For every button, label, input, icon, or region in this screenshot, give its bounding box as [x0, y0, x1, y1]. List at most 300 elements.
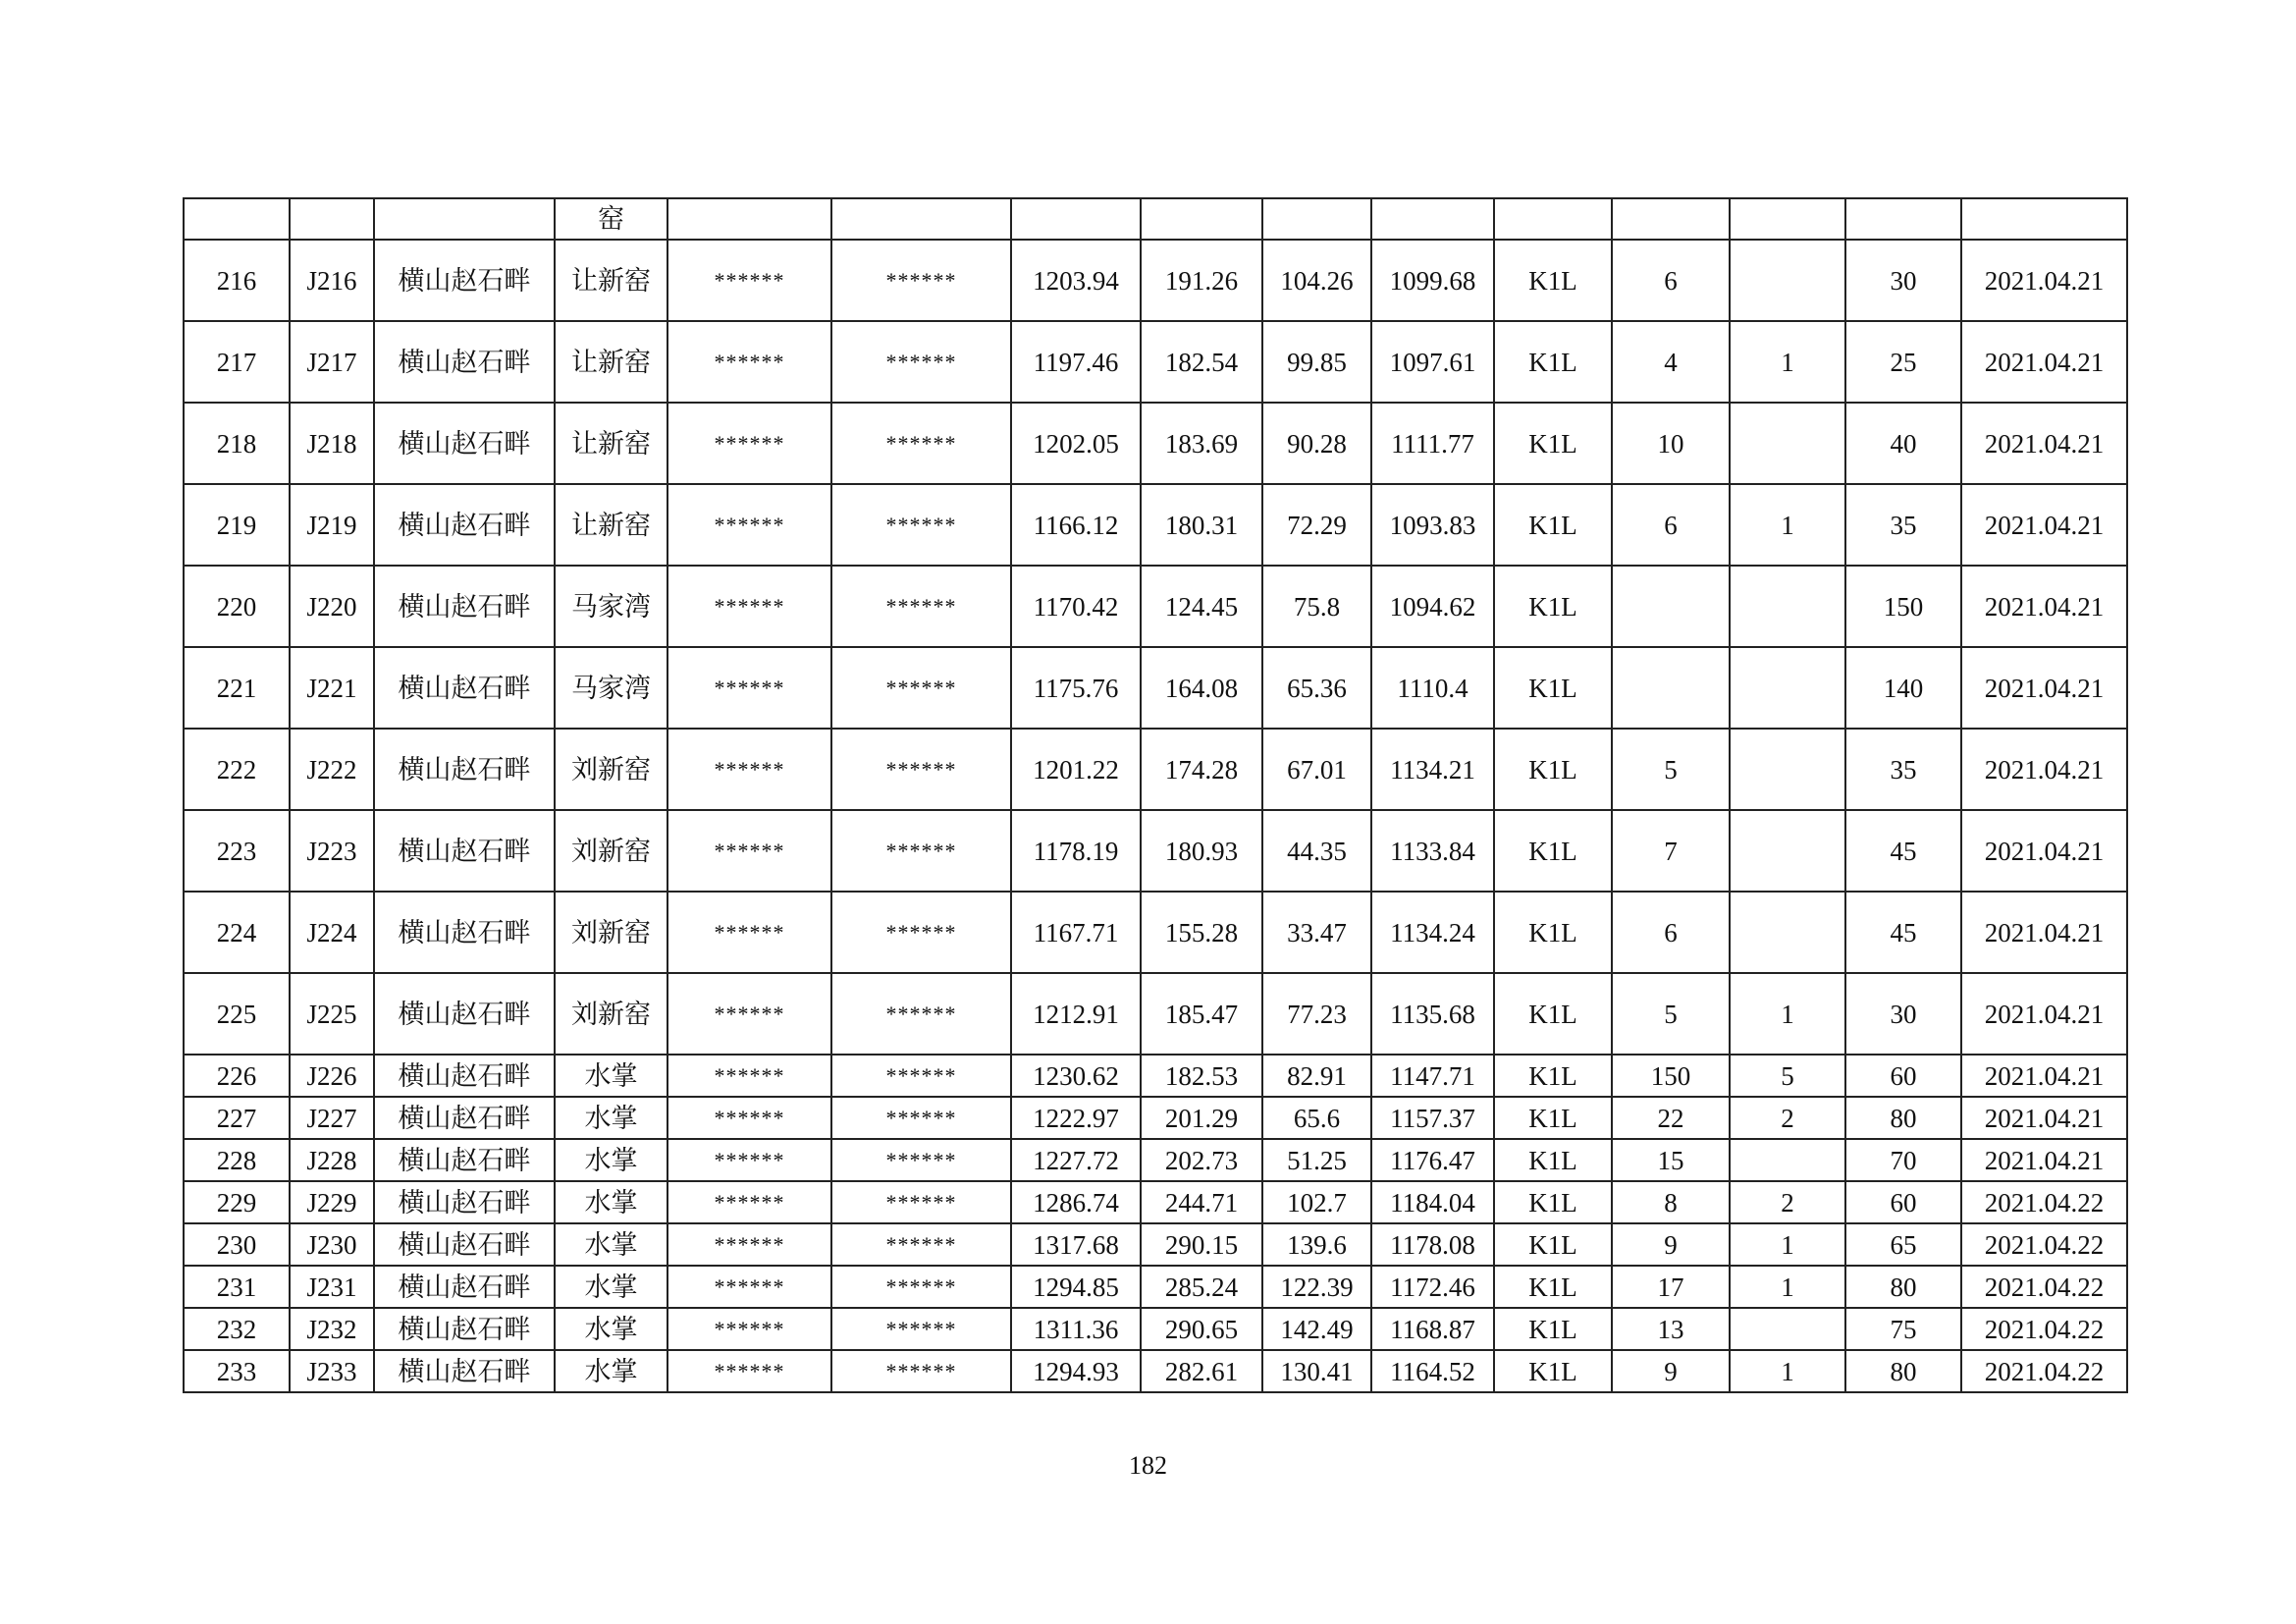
cell-coord-y: [831, 198, 1011, 240]
cell-layer-code: K1L: [1494, 1266, 1612, 1308]
cell-point-id: J231: [290, 1266, 374, 1308]
cell-village: 水掌: [555, 1223, 667, 1266]
cell-village: 水掌: [555, 1350, 667, 1392]
cell-depth-b: 122.39: [1262, 1266, 1371, 1308]
cell-depth-a: 282.61: [1141, 1350, 1262, 1392]
cell-depth-c: 1094.62: [1371, 566, 1494, 647]
cell-layer-code: K1L: [1494, 1223, 1612, 1266]
table-row: [184, 240, 2127, 321]
cell-layer-code: K1L: [1494, 321, 1612, 403]
cell-point-id: J233: [290, 1350, 374, 1392]
cell-point-id: J224: [290, 892, 374, 973]
cell-measure: 60: [1845, 1055, 1961, 1097]
cell-depth-b: 82.91: [1262, 1055, 1371, 1097]
cell-count-b: 1: [1730, 321, 1845, 403]
table-row: [184, 892, 2127, 973]
cell-count-a: 7: [1612, 810, 1730, 892]
cell-count-a: 5: [1612, 973, 1730, 1055]
cell-depth-c: 1168.87: [1371, 1308, 1494, 1350]
data-table: [183, 197, 2128, 1393]
cell-village: 刘新窑: [555, 729, 667, 810]
cell-point-id: J232: [290, 1308, 374, 1350]
cell-coord-y: ******: [831, 729, 1011, 810]
cell-village: 让新窑: [555, 321, 667, 403]
cell-depth-c: 1176.47: [1371, 1139, 1494, 1181]
cell-count-a: 10: [1612, 403, 1730, 484]
cell-date: 2021.04.22: [1961, 1223, 2127, 1266]
cell-depth-c: 1178.08: [1371, 1223, 1494, 1266]
cell-count-b: [1730, 1308, 1845, 1350]
cell-depth-b: 102.7: [1262, 1181, 1371, 1223]
cell-coord-x: ******: [667, 810, 831, 892]
cell-depth-c: [1371, 198, 1494, 240]
cell-location: 横山赵石畔: [374, 1266, 555, 1308]
cell-coord-x: ******: [667, 1266, 831, 1308]
cell-index: 216: [184, 240, 290, 321]
cell-location: 横山赵石畔: [374, 566, 555, 647]
cell-depth-b: 90.28: [1262, 403, 1371, 484]
cell-coord-y: ******: [831, 566, 1011, 647]
cell-village: 让新窑: [555, 240, 667, 321]
cell-measure: 45: [1845, 892, 1961, 973]
cell-depth-a: 244.71: [1141, 1181, 1262, 1223]
cell-date: 2021.04.21: [1961, 729, 2127, 810]
cell-layer-code: K1L: [1494, 240, 1612, 321]
cell-elevation: 1178.19: [1011, 810, 1141, 892]
table-row: [184, 1181, 2127, 1223]
cell-date: 2021.04.22: [1961, 1308, 2127, 1350]
cell-point-id: J223: [290, 810, 374, 892]
cell-coord-x: ******: [667, 1223, 831, 1266]
cell-depth-a: 201.29: [1141, 1097, 1262, 1139]
cell-count-b: [1730, 810, 1845, 892]
cell-layer-code: K1L: [1494, 729, 1612, 810]
table-row: [184, 198, 2127, 240]
cell-coord-x: ******: [667, 1308, 831, 1350]
cell-count-b: 1: [1730, 484, 1845, 566]
cell-coord-y: ******: [831, 1055, 1011, 1097]
cell-measure: 80: [1845, 1097, 1961, 1139]
cell-index: 228: [184, 1139, 290, 1181]
table-row: [184, 1350, 2127, 1392]
cell-coord-x: ******: [667, 1350, 831, 1392]
cell-elevation: 1212.91: [1011, 973, 1141, 1055]
cell-index: [184, 198, 290, 240]
cell-date: [1961, 198, 2127, 240]
cell-coord-y: ******: [831, 892, 1011, 973]
cell-date: 2021.04.22: [1961, 1181, 2127, 1223]
cell-point-id: J220: [290, 566, 374, 647]
cell-measure: 25: [1845, 321, 1961, 403]
table-body: [184, 198, 2127, 1392]
cell-index: 221: [184, 647, 290, 729]
cell-layer-code: K1L: [1494, 810, 1612, 892]
cell-count-b: 2: [1730, 1097, 1845, 1139]
cell-date: 2021.04.21: [1961, 973, 2127, 1055]
cell-depth-a: 174.28: [1141, 729, 1262, 810]
cell-elevation: 1202.05: [1011, 403, 1141, 484]
table-row: [184, 484, 2127, 566]
cell-point-id: J222: [290, 729, 374, 810]
table-row: [184, 1308, 2127, 1350]
cell-location: 横山赵石畔: [374, 1223, 555, 1266]
cell-depth-b: 72.29: [1262, 484, 1371, 566]
cell-location: 横山赵石畔: [374, 1308, 555, 1350]
cell-depth-c: 1184.04: [1371, 1181, 1494, 1223]
cell-count-a: 6: [1612, 484, 1730, 566]
cell-index: 225: [184, 973, 290, 1055]
cell-coord-x: ******: [667, 647, 831, 729]
cell-layer-code: K1L: [1494, 403, 1612, 484]
cell-depth-a: 182.54: [1141, 321, 1262, 403]
cell-layer-code: K1L: [1494, 1350, 1612, 1392]
cell-depth-b: [1262, 198, 1371, 240]
cell-coord-y: ******: [831, 1223, 1011, 1266]
cell-count-a: 4: [1612, 321, 1730, 403]
cell-coord-x: [667, 198, 831, 240]
cell-count-a: 22: [1612, 1097, 1730, 1139]
cell-coord-y: ******: [831, 810, 1011, 892]
cell-measure: 35: [1845, 729, 1961, 810]
cell-depth-c: 1134.21: [1371, 729, 1494, 810]
cell-depth-c: 1147.71: [1371, 1055, 1494, 1097]
cell-depth-b: 33.47: [1262, 892, 1371, 973]
table-row: [184, 321, 2127, 403]
cell-point-id: J227: [290, 1097, 374, 1139]
cell-village: 马家湾: [555, 647, 667, 729]
cell-elevation: 1203.94: [1011, 240, 1141, 321]
cell-location: 横山赵石畔: [374, 321, 555, 403]
cell-layer-code: K1L: [1494, 1097, 1612, 1139]
cell-elevation: 1227.72: [1011, 1139, 1141, 1181]
cell-coord-y: ******: [831, 1350, 1011, 1392]
cell-elevation: 1175.76: [1011, 647, 1141, 729]
cell-coord-y: ******: [831, 647, 1011, 729]
cell-depth-b: 142.49: [1262, 1308, 1371, 1350]
cell-location: 横山赵石畔: [374, 1181, 555, 1223]
cell-depth-c: 1135.68: [1371, 973, 1494, 1055]
cell-measure: 40: [1845, 403, 1961, 484]
cell-elevation: 1294.85: [1011, 1266, 1141, 1308]
cell-measure: 80: [1845, 1266, 1961, 1308]
cell-measure: [1845, 198, 1961, 240]
table-row: [184, 647, 2127, 729]
cell-index: 223: [184, 810, 290, 892]
cell-index: 217: [184, 321, 290, 403]
cell-layer-code: K1L: [1494, 484, 1612, 566]
cell-location: 横山赵石畔: [374, 647, 555, 729]
cell-coord-x: ******: [667, 729, 831, 810]
cell-measure: 45: [1845, 810, 1961, 892]
cell-date: 2021.04.22: [1961, 1266, 2127, 1308]
table-row: [184, 566, 2127, 647]
cell-index: 231: [184, 1266, 290, 1308]
cell-count-b: [1730, 647, 1845, 729]
cell-location: 横山赵石畔: [374, 1055, 555, 1097]
table-row: [184, 810, 2127, 892]
cell-count-a: [1612, 566, 1730, 647]
cell-village: 马家湾: [555, 566, 667, 647]
cell-index: 224: [184, 892, 290, 973]
cell-measure: 30: [1845, 973, 1961, 1055]
cell-village: 让新窑: [555, 403, 667, 484]
cell-depth-c: 1110.4: [1371, 647, 1494, 729]
table-row: [184, 1139, 2127, 1181]
cell-elevation: 1197.46: [1011, 321, 1141, 403]
cell-point-id: J218: [290, 403, 374, 484]
cell-count-b: [1730, 403, 1845, 484]
cell-location: 横山赵石畔: [374, 240, 555, 321]
cell-measure: 150: [1845, 566, 1961, 647]
cell-count-b: [1730, 566, 1845, 647]
cell-location: 横山赵石畔: [374, 973, 555, 1055]
cell-depth-a: 185.47: [1141, 973, 1262, 1055]
cell-coord-x: ******: [667, 1055, 831, 1097]
cell-location: [374, 198, 555, 240]
cell-count-a: 150: [1612, 1055, 1730, 1097]
cell-date: 2021.04.21: [1961, 484, 2127, 566]
table-row: [184, 1055, 2127, 1097]
table-row: [184, 1266, 2127, 1308]
cell-coord-x: ******: [667, 1097, 831, 1139]
cell-measure: 60: [1845, 1181, 1961, 1223]
cell-index: 222: [184, 729, 290, 810]
cell-village: 水掌: [555, 1266, 667, 1308]
cell-coord-y: ******: [831, 973, 1011, 1055]
cell-depth-a: 180.31: [1141, 484, 1262, 566]
cell-depth-b: 51.25: [1262, 1139, 1371, 1181]
cell-count-a: 9: [1612, 1350, 1730, 1392]
cell-coord-x: ******: [667, 321, 831, 403]
cell-measure: 140: [1845, 647, 1961, 729]
cell-date: 2021.04.21: [1961, 647, 2127, 729]
cell-count-b: 1: [1730, 1350, 1845, 1392]
cell-layer-code: K1L: [1494, 973, 1612, 1055]
cell-depth-b: 77.23: [1262, 973, 1371, 1055]
cell-count-b: 2: [1730, 1181, 1845, 1223]
cell-location: 横山赵石畔: [374, 810, 555, 892]
cell-elevation: 1286.74: [1011, 1181, 1141, 1223]
cell-index: 218: [184, 403, 290, 484]
cell-point-id: J229: [290, 1181, 374, 1223]
cell-depth-b: 44.35: [1262, 810, 1371, 892]
cell-depth-a: 164.08: [1141, 647, 1262, 729]
cell-elevation: 1230.62: [1011, 1055, 1141, 1097]
cell-elevation: 1317.68: [1011, 1223, 1141, 1266]
cell-measure: 80: [1845, 1350, 1961, 1392]
cell-coord-y: ******: [831, 1139, 1011, 1181]
cell-location: 横山赵石畔: [374, 1350, 555, 1392]
cell-location: 横山赵石畔: [374, 484, 555, 566]
cell-coord-x: ******: [667, 240, 831, 321]
cell-depth-a: 155.28: [1141, 892, 1262, 973]
cell-depth-a: 202.73: [1141, 1139, 1262, 1181]
cell-date: 2021.04.22: [1961, 1350, 2127, 1392]
cell-depth-b: 99.85: [1262, 321, 1371, 403]
cell-point-id: J228: [290, 1139, 374, 1181]
cell-village: 让新窑: [555, 484, 667, 566]
cell-count-b: 5: [1730, 1055, 1845, 1097]
cell-depth-c: 1164.52: [1371, 1350, 1494, 1392]
cell-point-id: J230: [290, 1223, 374, 1266]
cell-point-id: J217: [290, 321, 374, 403]
cell-coord-y: ******: [831, 1181, 1011, 1223]
cell-depth-c: 1157.37: [1371, 1097, 1494, 1139]
cell-count-a: 6: [1612, 240, 1730, 321]
cell-measure: 70: [1845, 1139, 1961, 1181]
cell-location: 横山赵石畔: [374, 1097, 555, 1139]
cell-count-b: [1730, 1139, 1845, 1181]
cell-coord-y: ******: [831, 321, 1011, 403]
cell-depth-a: 124.45: [1141, 566, 1262, 647]
cell-coord-x: ******: [667, 403, 831, 484]
cell-location: 横山赵石畔: [374, 403, 555, 484]
cell-count-b: 1: [1730, 1266, 1845, 1308]
cell-date: 2021.04.21: [1961, 403, 2127, 484]
cell-village: 水掌: [555, 1055, 667, 1097]
cell-depth-a: 290.15: [1141, 1223, 1262, 1266]
cell-date: 2021.04.21: [1961, 321, 2127, 403]
cell-count-a: 17: [1612, 1266, 1730, 1308]
cell-count-b: [1730, 198, 1845, 240]
cell-measure: 75: [1845, 1308, 1961, 1350]
cell-count-a: 13: [1612, 1308, 1730, 1350]
cell-date: 2021.04.21: [1961, 892, 2127, 973]
cell-depth-b: 65.36: [1262, 647, 1371, 729]
cell-date: 2021.04.21: [1961, 566, 2127, 647]
cell-elevation: 1222.97: [1011, 1097, 1141, 1139]
cell-depth-c: 1172.46: [1371, 1266, 1494, 1308]
cell-depth-c: 1134.24: [1371, 892, 1494, 973]
cell-elevation: 1167.71: [1011, 892, 1141, 973]
cell-depth-a: 183.69: [1141, 403, 1262, 484]
cell-point-id: J219: [290, 484, 374, 566]
table-row: [184, 1223, 2127, 1266]
cell-count-a: 15: [1612, 1139, 1730, 1181]
cell-date: 2021.04.21: [1961, 1097, 2127, 1139]
cell-village: 水掌: [555, 1097, 667, 1139]
cell-depth-c: 1111.77: [1371, 403, 1494, 484]
cell-elevation: [1011, 198, 1141, 240]
cell-coord-x: ******: [667, 1139, 831, 1181]
cell-village: 水掌: [555, 1308, 667, 1350]
cell-coord-x: ******: [667, 484, 831, 566]
cell-coord-y: ******: [831, 240, 1011, 321]
cell-point-id: J225: [290, 973, 374, 1055]
cell-coord-x: ******: [667, 973, 831, 1055]
page-number: 182: [1129, 1451, 1167, 1480]
cell-depth-a: 191.26: [1141, 240, 1262, 321]
cell-depth-b: 65.6: [1262, 1097, 1371, 1139]
cell-layer-code: K1L: [1494, 1308, 1612, 1350]
cell-index: 233: [184, 1350, 290, 1392]
cell-point-id: J226: [290, 1055, 374, 1097]
cell-village: 刘新窑: [555, 973, 667, 1055]
cell-elevation: 1294.93: [1011, 1350, 1141, 1392]
cell-count-a: 6: [1612, 892, 1730, 973]
cell-coord-x: ******: [667, 1181, 831, 1223]
cell-index: 220: [184, 566, 290, 647]
cell-location: 横山赵石畔: [374, 892, 555, 973]
table-row: [184, 729, 2127, 810]
cell-index: 232: [184, 1308, 290, 1350]
cell-count-a: [1612, 647, 1730, 729]
table-row: [184, 1097, 2127, 1139]
cell-count-a: [1612, 198, 1730, 240]
cell-depth-a: 290.65: [1141, 1308, 1262, 1350]
cell-village: 水掌: [555, 1139, 667, 1181]
cell-depth-c: 1099.68: [1371, 240, 1494, 321]
table-row: [184, 403, 2127, 484]
cell-layer-code: K1L: [1494, 647, 1612, 729]
cell-coord-y: ******: [831, 1308, 1011, 1350]
cell-measure: 65: [1845, 1223, 1961, 1266]
cell-depth-b: 67.01: [1262, 729, 1371, 810]
cell-index: 227: [184, 1097, 290, 1139]
cell-elevation: 1311.36: [1011, 1308, 1141, 1350]
cell-index: 226: [184, 1055, 290, 1097]
cell-village: 刘新窑: [555, 892, 667, 973]
cell-depth-b: 75.8: [1262, 566, 1371, 647]
cell-point-id: J221: [290, 647, 374, 729]
cell-layer-code: K1L: [1494, 1055, 1612, 1097]
cell-village: 刘新窑: [555, 810, 667, 892]
cell-depth-c: 1093.83: [1371, 484, 1494, 566]
cell-depth-b: 104.26: [1262, 240, 1371, 321]
cell-count-b: [1730, 240, 1845, 321]
cell-village: 窑: [555, 198, 667, 240]
cell-date: 2021.04.21: [1961, 240, 2127, 321]
cell-location: 横山赵石畔: [374, 729, 555, 810]
cell-depth-b: 139.6: [1262, 1223, 1371, 1266]
cell-index: 230: [184, 1223, 290, 1266]
cell-date: 2021.04.21: [1961, 1139, 2127, 1181]
cell-count-b: 1: [1730, 973, 1845, 1055]
cell-village: 水掌: [555, 1181, 667, 1223]
cell-count-a: 5: [1612, 729, 1730, 810]
cell-depth-a: 285.24: [1141, 1266, 1262, 1308]
cell-date: 2021.04.21: [1961, 810, 2127, 892]
cell-location: 横山赵石畔: [374, 1139, 555, 1181]
cell-elevation: 1170.42: [1011, 566, 1141, 647]
cell-point-id: [290, 198, 374, 240]
cell-count-a: 8: [1612, 1181, 1730, 1223]
cell-coord-x: ******: [667, 892, 831, 973]
cell-coord-y: ******: [831, 1266, 1011, 1308]
cell-layer-code: K1L: [1494, 892, 1612, 973]
cell-coord-y: ******: [831, 1097, 1011, 1139]
cell-point-id: J216: [290, 240, 374, 321]
cell-depth-a: 182.53: [1141, 1055, 1262, 1097]
cell-date: 2021.04.21: [1961, 1055, 2127, 1097]
cell-depth-c: 1097.61: [1371, 321, 1494, 403]
cell-layer-code: [1494, 198, 1612, 240]
cell-count-b: 1: [1730, 1223, 1845, 1266]
cell-elevation: 1201.22: [1011, 729, 1141, 810]
cell-count-a: 9: [1612, 1223, 1730, 1266]
cell-depth-a: [1141, 198, 1262, 240]
cell-measure: 30: [1845, 240, 1961, 321]
cell-coord-y: ******: [831, 484, 1011, 566]
cell-measure: 35: [1845, 484, 1961, 566]
cell-elevation: 1166.12: [1011, 484, 1141, 566]
cell-coord-y: ******: [831, 403, 1011, 484]
cell-count-b: [1730, 729, 1845, 810]
cell-coord-x: ******: [667, 566, 831, 647]
cell-depth-a: 180.93: [1141, 810, 1262, 892]
table-row: [184, 973, 2127, 1055]
cell-layer-code: K1L: [1494, 1181, 1612, 1223]
